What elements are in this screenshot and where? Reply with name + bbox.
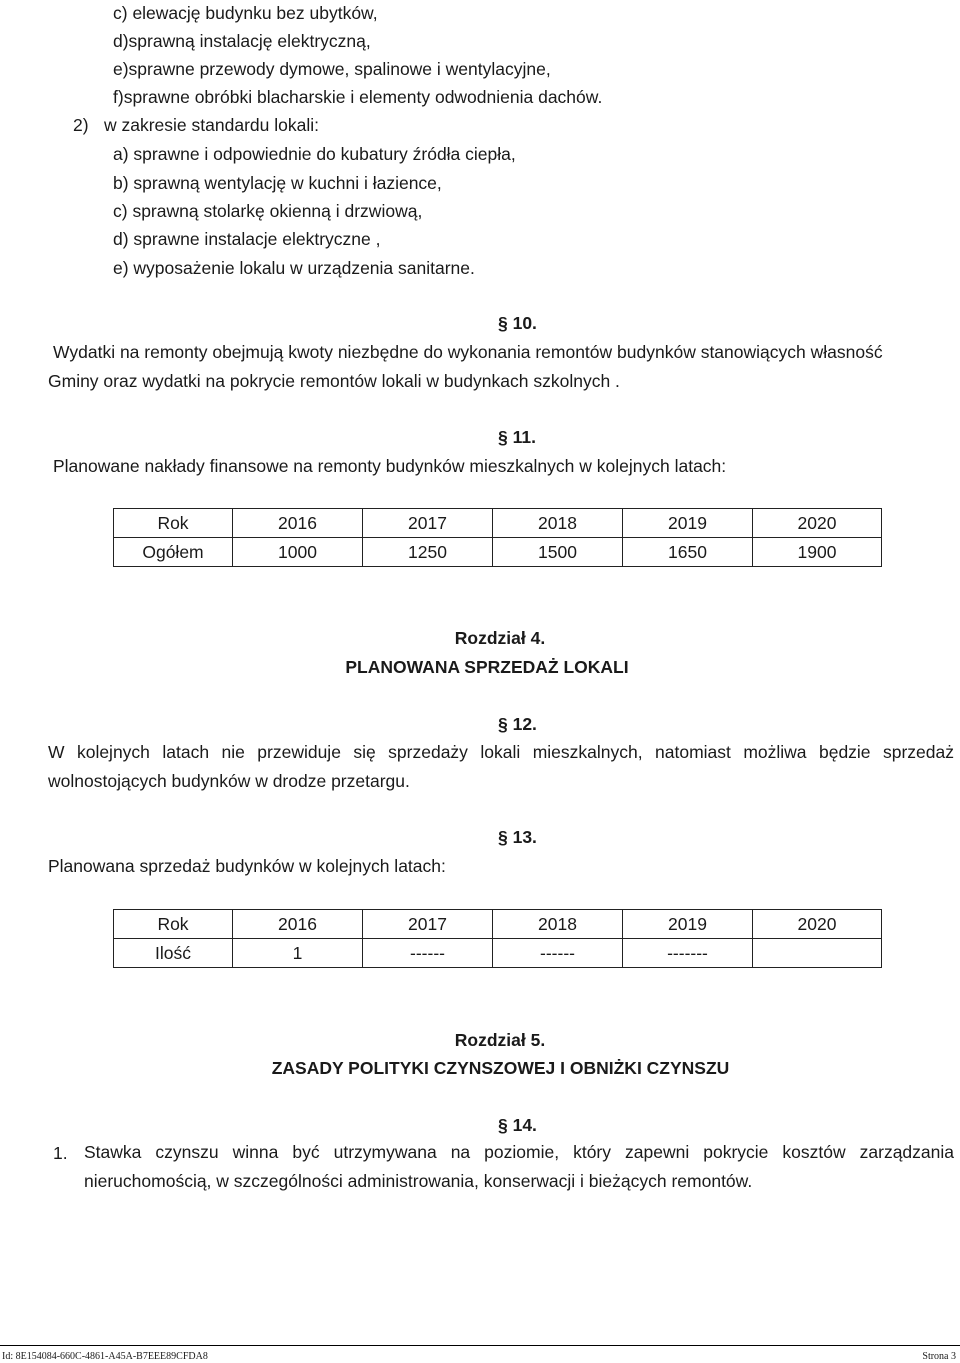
renovation-table bbox=[113, 508, 882, 567]
chapter-4-label: Rozdział 4. bbox=[454, 628, 546, 648]
table-row bbox=[114, 939, 882, 968]
section-10-line1: Wydatki na remonty obejmują kwoty niezbędne do wykonania remontów budynków stanowiących własność bbox=[53, 342, 883, 362]
item2-a: a) sprawne i odpowiednie do kubatury źródła ciepła, bbox=[113, 144, 516, 164]
table-cell: 1250 bbox=[363, 538, 493, 567]
section-14-item-text: Stawka czynszu winna być utrzymywana na poziomie, który zapewni pokrycie kosztów zarządzania nieruchomością, w szczególności administrowania, konserwacji i bieżących remontów. bbox=[84, 1142, 954, 1191]
section-13-heading: § 13. bbox=[498, 827, 537, 847]
table-cell: 2016 bbox=[233, 910, 363, 939]
footer-document-id: Id: 8E154084-660C-4861-A45A-B7EEE89CFDA8 bbox=[2, 1351, 208, 1362]
section-13-text: Planowana sprzedaż budynków w kolejnych latach: bbox=[48, 856, 446, 876]
list-item-e: e)sprawne przewody dymowe, spalinowe i wentylacyjne, bbox=[113, 59, 551, 79]
table-cell: ------ bbox=[493, 939, 623, 968]
table-cell: 2019 bbox=[623, 910, 753, 939]
table-row bbox=[114, 910, 882, 939]
section-10-line2: Gminy oraz wydatki na pokrycie remontów lokali w budynkach szkolnych . bbox=[48, 371, 620, 391]
table-cell: Ilość bbox=[114, 939, 233, 968]
list-item-f: f)sprawne obróbki blacharskie i elementy odwodnienia dachów. bbox=[113, 87, 603, 107]
table-cell: 1500 bbox=[493, 538, 623, 567]
table-cell bbox=[753, 939, 882, 968]
list-item-c: c) elewację budynku bez ubytków, bbox=[113, 3, 378, 23]
table-cell: 1000 bbox=[233, 538, 363, 567]
table-cell: Rok bbox=[114, 910, 233, 939]
footer-page-number: Strona 3 bbox=[922, 1351, 956, 1362]
table-cell: 1900 bbox=[753, 538, 882, 567]
table-cell: 2018 bbox=[493, 910, 623, 939]
table-cell: 2016 bbox=[233, 509, 363, 538]
table-cell: 2017 bbox=[363, 910, 493, 939]
table-row bbox=[114, 509, 882, 538]
table-cell: Ogółem bbox=[114, 538, 233, 567]
item2-d: d) sprawne instalacje elektryczne , bbox=[113, 229, 381, 249]
table-cell: 2017 bbox=[363, 509, 493, 538]
chapter-5-title: ZASADY POLITYKI CZYNSZOWEJ I OBNIŻKI CZYNSZU bbox=[271, 1058, 730, 1078]
table-cell: ------- bbox=[623, 939, 753, 968]
item2-b: b) sprawną wentylację w kuchni i łazience, bbox=[113, 173, 442, 193]
item2-number: 2) bbox=[73, 115, 89, 135]
chapter-4-title: PLANOWANA SPRZEDAŻ LOKALI bbox=[345, 657, 629, 677]
item2-e: e) wyposażenie lokalu w urządzenia sanitarne. bbox=[113, 258, 475, 278]
table-cell: 2020 bbox=[753, 910, 882, 939]
chapter-5-label: Rozdział 5. bbox=[454, 1030, 546, 1050]
section-14-item-number: 1. bbox=[53, 1143, 68, 1163]
table-cell: ------ bbox=[363, 939, 493, 968]
table-cell: 1 bbox=[233, 939, 363, 968]
section-12-heading: § 12. bbox=[498, 714, 537, 734]
item2-c: c) sprawną stolarkę okienną i drzwiową, bbox=[113, 201, 423, 221]
table-cell: 2019 bbox=[623, 509, 753, 538]
table-cell: Rok bbox=[114, 509, 233, 538]
sales-table bbox=[113, 909, 882, 968]
table-row bbox=[114, 538, 882, 567]
list-item-d: d)sprawną instalację elektryczną, bbox=[113, 31, 371, 51]
footer-divider bbox=[0, 1345, 960, 1346]
section-11-text: Planowane nakłady finansowe na remonty budynków mieszkalnych w kolejnych latach: bbox=[53, 456, 727, 476]
item2-title: w zakresie standardu lokali: bbox=[104, 115, 319, 135]
section-11-heading: § 11. bbox=[498, 427, 536, 447]
section-12-text: W kolejnych latach nie przewiduje się sprzedaży lokali mieszkalnych, natomiast możliwa będzie sprzedaż wolnostojących budynków w drodze przetargu. bbox=[48, 742, 954, 791]
table-cell: 2018 bbox=[493, 509, 623, 538]
table-cell: 1650 bbox=[623, 538, 753, 567]
section-10-heading: § 10. bbox=[498, 313, 537, 333]
table-cell: 2020 bbox=[753, 509, 882, 538]
section-14-heading: § 14. bbox=[498, 1115, 537, 1135]
